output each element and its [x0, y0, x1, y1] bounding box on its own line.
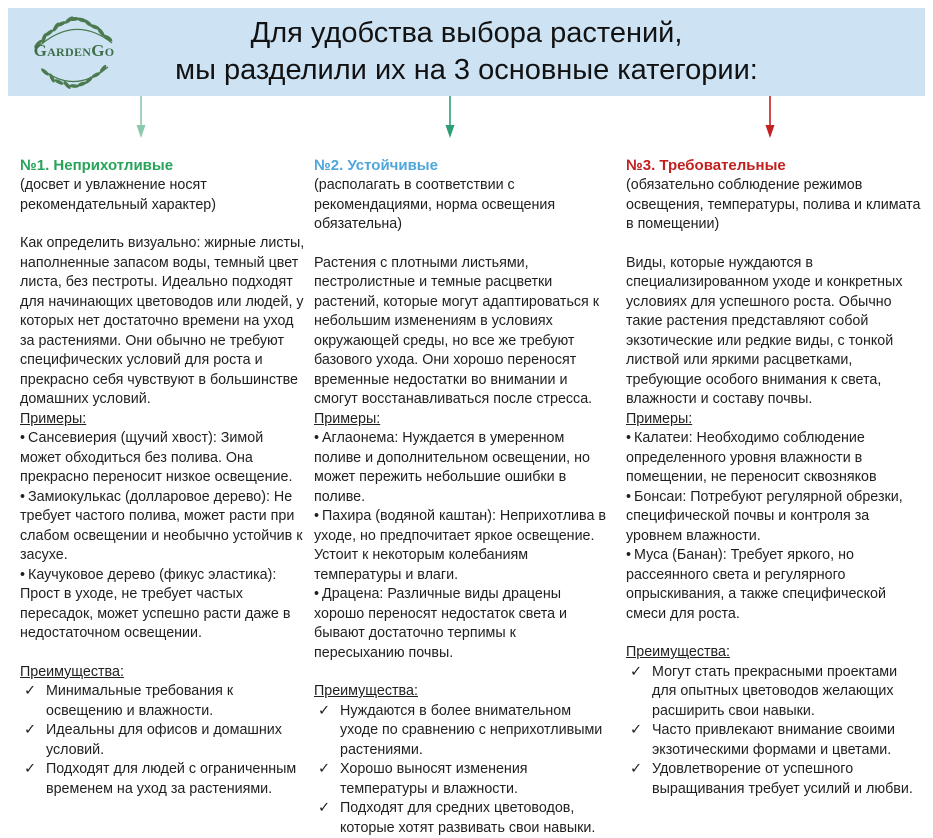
advantage-text: Идеальны для офисов и домашних условий.: [46, 721, 306, 760]
check-icon: ✓: [626, 663, 652, 722]
example-text: Каучуковое дерево (фикус эластика): Прост в уходе, не требует частых пересадок, может успешно расти даже в недостаточном освещении.: [20, 567, 290, 642]
category-column-demanding: [626, 156, 924, 799]
advantages-label: Преимущества:: [20, 663, 306, 683]
example-text: Муса (Банан): Требует яркого, но рассеянного света и регулярного опрыскивания, а также специфической смеси для роста.: [626, 547, 886, 622]
category-3-description: Виды, которые нуждаются в специализированном уходе и конкретных условиях для успешного роста. Обычно такие растения представляют собой экзотические или редкие виды, с тонкой листвой или яркими расцветками, требующие особого внимания к света, влажности и составу почвы.: [626, 254, 924, 410]
title-line-1: Для удобства выбора растений,: [8, 15, 925, 52]
advantage-item: [20, 682, 306, 721]
check-icon: ✓: [314, 760, 340, 799]
advantage-text: Могут стать прекрасными проектами для опытных цветоводов желающих расширить свои навыки.: [652, 663, 924, 722]
category-column-resilient: [314, 156, 606, 838]
category-1-subtitle: (досвет и увлажнение носят рекомендательный характер): [20, 176, 306, 215]
check-icon: ✓: [314, 799, 340, 838]
example-item: [20, 429, 306, 488]
category-2-heading: №2. Устойчивые: [314, 156, 606, 176]
bullet-icon: •: [626, 489, 631, 505]
check-icon: ✓: [626, 721, 652, 760]
advantage-text: Подходят для людей с ограниченным временем на уход за растениями.: [46, 760, 306, 799]
example-item: [626, 546, 924, 624]
example-item: [626, 429, 924, 488]
example-item: [20, 488, 306, 566]
examples-label: Примеры:: [626, 410, 924, 430]
advantage-item: [626, 760, 924, 799]
advantage-text: Удовлетворение от успешного выращивания требует усилий и любви.: [652, 760, 924, 799]
example-text: Драцена: Различные виды драцены хорошо переносят недостаток света и бывают достаточно терпимы к пересыханию почвы.: [314, 586, 567, 661]
bullet-icon: •: [20, 489, 25, 505]
advantage-text: Подходят для средних цветоводов, которые хотят развивать свои навыки.: [340, 799, 606, 838]
advantage-item: [20, 721, 306, 760]
category-2-description: Растения с плотными листьями, пестролистные и темные расцветки растений, которые могут адаптироваться к небольшим изменениям в условиях окружающей среды, но все же требуют базового ухода. Они хорошо переносят временные недостатки во внимании и смогут восстанавливаться после стресса.: [314, 254, 606, 410]
bullet-icon: •: [626, 430, 631, 446]
page-title: [8, 8, 925, 96]
advantage-item: [314, 799, 606, 838]
example-item: [20, 566, 306, 644]
advantage-item: [20, 760, 306, 799]
advantages-list: [20, 682, 306, 799]
bullet-icon: •: [314, 430, 319, 446]
advantage-item: [314, 702, 606, 761]
advantages-list: [626, 663, 924, 800]
check-icon: ✓: [20, 682, 46, 721]
examples-label: Примеры:: [20, 410, 306, 430]
example-item: [314, 585, 606, 663]
example-item: [626, 488, 924, 547]
bullet-icon: •: [20, 430, 25, 446]
advantage-item: [626, 721, 924, 760]
example-text: Сансевиерия (щучий хвост): Зимой может обходиться без полива. Она прекрасно переносит низкое освещение.: [20, 430, 292, 485]
advantage-text: Минимальные требования к освещению и влажности.: [46, 682, 306, 721]
category-1-description: Как определить визуально: жирные листы, наполненные запасом воды, темный цвет листа, без пестроты. Идеально подходят для начинающих цветоводов или людей, у которых нет достаточно времени на уход за растениями. Они обычно не требуют специфических условий для роста и прекрасно себя чувствуют в большинстве домашних условий.: [20, 234, 306, 410]
example-text: Бонсаи: Потребуют регулярной обрезки, специфической почвы и контроля за уровнем влажности.: [626, 489, 903, 544]
example-item: [314, 429, 606, 507]
category-3-heading: №3. Требовательные: [626, 156, 924, 176]
down-arrow-category-3-icon: [763, 96, 777, 138]
check-icon: ✓: [20, 760, 46, 799]
advantages-label: Преимущества:: [626, 643, 924, 663]
bullet-icon: •: [20, 567, 25, 583]
advantages-label: Преимущества:: [314, 682, 606, 702]
category-1-heading: №1. Неприхотливые: [20, 156, 306, 176]
category-2-subtitle: (располагать в соответствии с рекомендациями, норма освещения обязательна): [314, 176, 606, 235]
advantage-text: Нуждаются в более внимательном уходе по сравнению с неприхотливыми растениями.: [340, 702, 606, 761]
bullet-icon: •: [314, 508, 319, 524]
example-text: Калатеи: Необходимо соблюдение определенного уровня влажности в помещении, не переносит сквозняков: [626, 430, 877, 485]
header-banner: [8, 8, 925, 96]
example-item: [314, 507, 606, 585]
logo-text: GARDENGO: [24, 42, 124, 61]
advantage-text: Часто привлекают внимание своими экзотическими формами и цветами.: [652, 721, 924, 760]
advantages-list: [314, 702, 606, 838]
example-text: Замиокулькас (долларовое дерево): Не требует частого полива, может расти при слабом освещении и необычно устойчив к засухе.: [20, 489, 302, 564]
check-icon: ✓: [314, 702, 340, 761]
advantage-item: [626, 663, 924, 722]
bullet-icon: •: [314, 586, 319, 602]
advantage-text: Хорошо выносят изменения температуры и влажности.: [340, 760, 606, 799]
example-text: Пахира (водяной каштан): Неприхотлива в уходе, но предпочитает яркое освещение. Устоит к некоторым колебаниям температуры и влаги.: [314, 508, 606, 583]
down-arrow-category-1-icon: [134, 96, 148, 138]
check-icon: ✓: [626, 760, 652, 799]
bullet-icon: •: [626, 547, 631, 563]
category-3-subtitle: (обязательно соблюдение режимов освещения, температуры, полива и климата в помещении): [626, 176, 924, 235]
down-arrow-category-2-icon: [443, 96, 457, 138]
title-line-2: мы разделили их на 3 основные категории:: [8, 52, 925, 89]
example-text: Аглаонема: Нуждается в умеренном поливе и дополнительном освещении, но может пережить небольшие ошибки в поливе.: [314, 430, 590, 505]
advantage-item: [314, 760, 606, 799]
examples-label: Примеры:: [314, 410, 606, 430]
check-icon: ✓: [20, 721, 46, 760]
category-column-unpretentious: [20, 156, 306, 799]
